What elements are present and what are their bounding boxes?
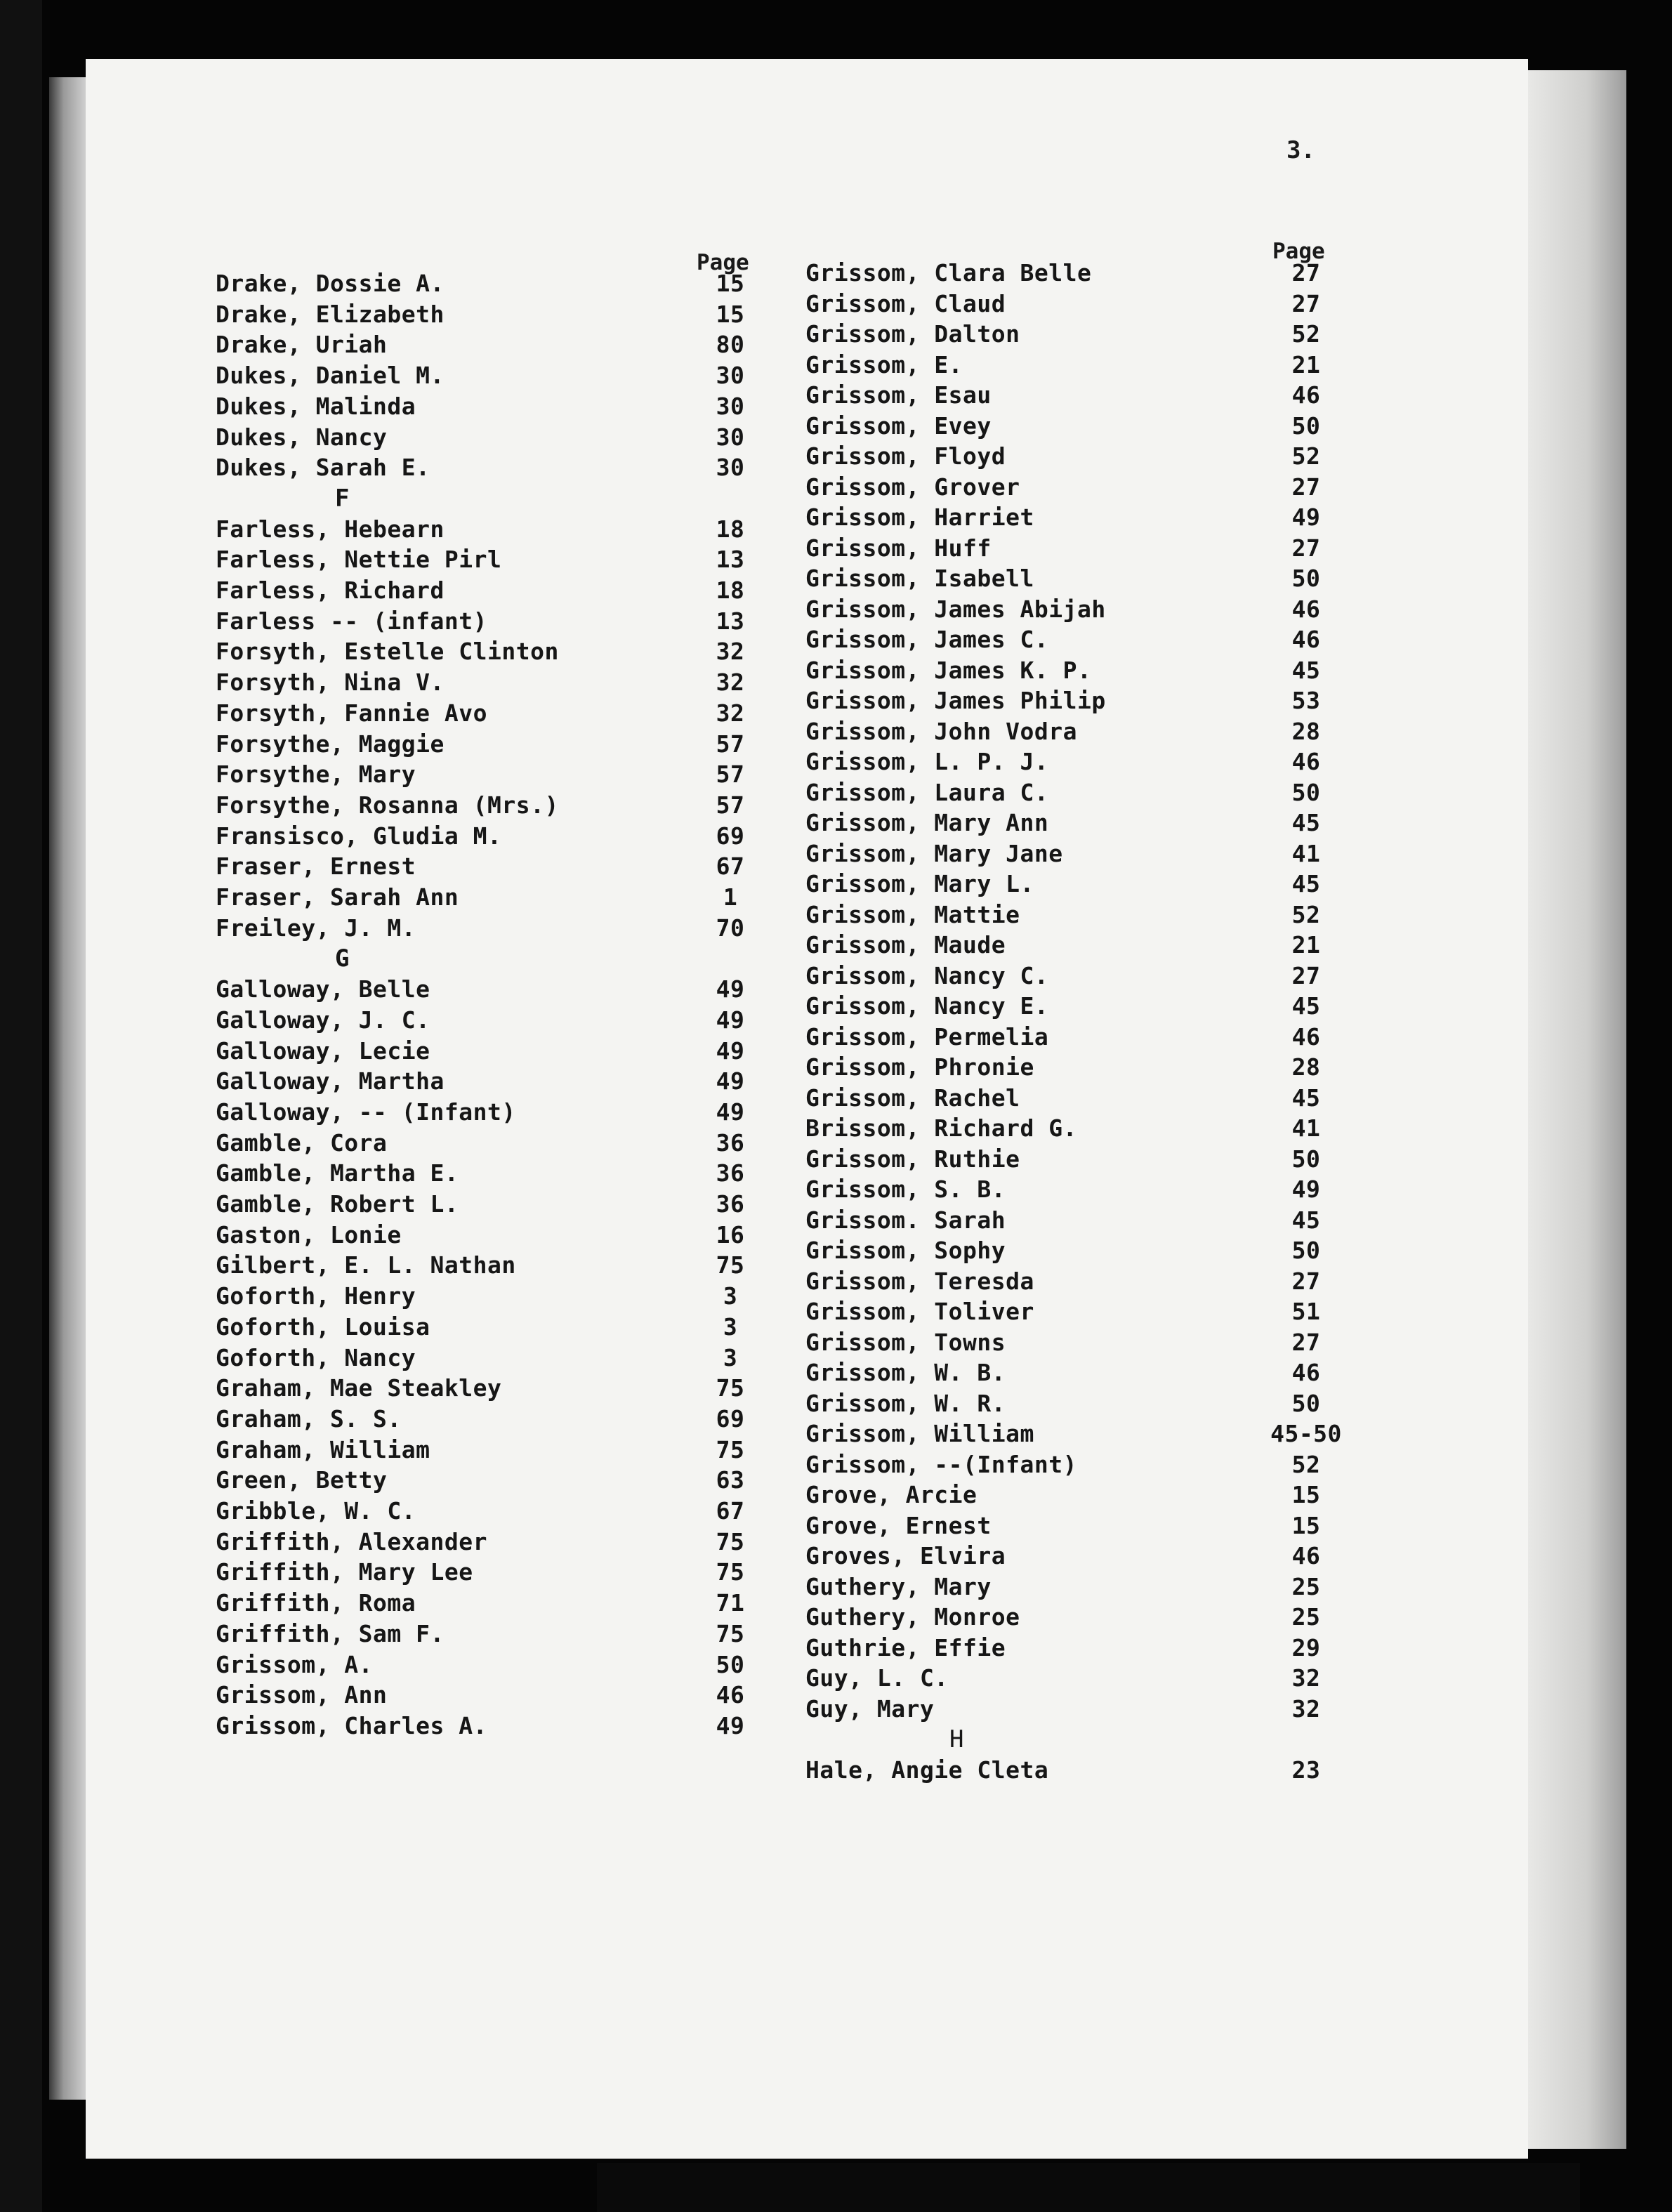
entry-page-number: 69 bbox=[716, 822, 745, 850]
entry-page-number: 57 bbox=[716, 791, 745, 819]
entry-name: Hale, Angie Cleta bbox=[805, 1756, 1049, 1784]
entry-page-number: 13 bbox=[716, 546, 745, 574]
entry-page-number: 27 bbox=[1291, 534, 1321, 562]
entry-name: Guthery, Monroe bbox=[805, 1603, 1020, 1631]
entry-page-number: 46 bbox=[1291, 381, 1321, 409]
entry-page-number: 53 bbox=[1291, 687, 1321, 714]
entry-page-number: 50 bbox=[1291, 1389, 1321, 1417]
entry-page-number: 27 bbox=[1291, 1267, 1321, 1295]
entry-page-number: 46 bbox=[1291, 1359, 1321, 1386]
entry-name: Drake, Dossie A. bbox=[216, 270, 445, 297]
entry-page-number: 52 bbox=[1291, 320, 1321, 348]
entry-page-number: 75 bbox=[716, 1527, 745, 1555]
entry-page-number: 27 bbox=[1291, 289, 1321, 317]
entry-name: Forsyth, Fannie Avo bbox=[216, 699, 487, 727]
entry-name: Guthery, Mary bbox=[805, 1572, 992, 1600]
entry-page-number: 69 bbox=[716, 1404, 745, 1433]
entry-page-number: 45 bbox=[1291, 992, 1321, 1020]
entry-page-number: 46 bbox=[1291, 1022, 1321, 1051]
entry-page-number: 36 bbox=[716, 1190, 745, 1218]
entry-page-number: 70 bbox=[716, 914, 745, 942]
entry-name: Grissom, William bbox=[805, 1420, 1034, 1447]
entry-page-number: 50 bbox=[1291, 1145, 1321, 1173]
entry-name: Grissom, Nancy C. bbox=[805, 961, 1049, 989]
entry-page-number: 15 bbox=[716, 270, 745, 297]
entry-page-number: 15 bbox=[1291, 1511, 1321, 1539]
entry-page-number: 75 bbox=[716, 1619, 745, 1647]
section-letter: H bbox=[949, 1725, 964, 1753]
entry-page-number: 71 bbox=[716, 1589, 745, 1617]
entry-page-number: 49 bbox=[716, 975, 745, 1003]
entry-page-number: 36 bbox=[716, 1159, 745, 1187]
entry-name: Guy, Mary bbox=[805, 1694, 935, 1723]
entry-page-number: 18 bbox=[716, 577, 745, 604]
entry-name: Grissom, Dalton bbox=[805, 320, 1020, 348]
entry-page-number: 67 bbox=[716, 852, 745, 881]
entry-page-number: 51 bbox=[1291, 1298, 1321, 1325]
entry-name: Guthrie, Effie bbox=[805, 1633, 1006, 1661]
entry-page-number: 49 bbox=[1291, 503, 1321, 531]
entry-name: Grissom, Mary Ann bbox=[805, 809, 1049, 836]
entry-page-number: 15 bbox=[1291, 1481, 1321, 1508]
entry-page-number: 30 bbox=[716, 423, 745, 451]
entry-page-number: 50 bbox=[1291, 1237, 1321, 1264]
entry-name: Griffith, Sam F. bbox=[216, 1619, 445, 1647]
entry-name: Graham, William bbox=[216, 1435, 430, 1463]
section-letter: G bbox=[335, 944, 350, 973]
entry-name: Gamble, Cora bbox=[216, 1128, 388, 1157]
entry-page-number: 57 bbox=[716, 761, 745, 789]
entry-name: Grissom, Claud bbox=[805, 289, 1006, 317]
entry-name: Gamble, Robert L. bbox=[216, 1190, 459, 1218]
entry-name: Grissom, Mattie bbox=[805, 900, 1020, 928]
document-page bbox=[86, 59, 1528, 2159]
entry-name: Goforth, Henry bbox=[216, 1282, 416, 1310]
entry-name: Grissom, Mary Jane bbox=[805, 839, 1063, 867]
entry-name: Grissom, W. R. bbox=[805, 1389, 1006, 1417]
entry-name: Dukes, Sarah E. bbox=[216, 454, 430, 482]
entry-name: Galloway, Belle bbox=[216, 975, 430, 1003]
entry-page-number: 50 bbox=[1291, 565, 1321, 592]
entry-page-number: 49 bbox=[716, 1711, 745, 1739]
entry-page-number: 27 bbox=[1291, 259, 1321, 287]
entry-name: Grove, Ernest bbox=[805, 1511, 992, 1539]
entry-name: Grissom, Harriet bbox=[805, 503, 1034, 531]
entry-page-number: 30 bbox=[716, 392, 745, 420]
entry-name: Grissom, Mary L. bbox=[805, 870, 1034, 897]
entry-name: Grissom, Sophy bbox=[805, 1237, 1006, 1264]
entry-name: Farless, Nettie Pirl bbox=[216, 546, 502, 574]
entry-name: Grissom, Phronie bbox=[805, 1053, 1034, 1081]
entry-page-number: 25 bbox=[1291, 1603, 1321, 1631]
entry-name: Grissom, Ruthie bbox=[805, 1145, 1020, 1173]
entry-name: Groves, Elvira bbox=[805, 1542, 1006, 1569]
entry-name: Grove, Arcie bbox=[805, 1481, 977, 1508]
entry-name: Griffith, Roma bbox=[216, 1589, 416, 1617]
entry-page-number: 52 bbox=[1291, 900, 1321, 928]
entry-name: Grissom, Esau bbox=[805, 381, 992, 409]
entry-page-number: 27 bbox=[1291, 1328, 1321, 1356]
entry-name: Grissom, Huff bbox=[805, 534, 992, 562]
entry-name: Grissom, Ann bbox=[216, 1681, 388, 1709]
scan-left-background bbox=[0, 0, 42, 2212]
entry-name: Grissom, Charles A. bbox=[216, 1711, 487, 1739]
entry-name: Forsyth, Estelle Clinton bbox=[216, 638, 559, 666]
entry-page-number: 49 bbox=[716, 1067, 745, 1095]
entry-page-number: 29 bbox=[1291, 1633, 1321, 1661]
entry-name: Grissom, Teresda bbox=[805, 1267, 1034, 1295]
entry-name: Forsythe, Mary bbox=[216, 761, 416, 789]
entry-page-number: 28 bbox=[1291, 1053, 1321, 1081]
entry-name: Grissom, Rachel bbox=[805, 1084, 1020, 1112]
entry-name: Gamble, Martha E. bbox=[216, 1159, 459, 1187]
entry-page-number: 75 bbox=[716, 1435, 745, 1463]
entry-page-number: 52 bbox=[1291, 442, 1321, 470]
entry-name: Goforth, Louisa bbox=[216, 1312, 430, 1341]
entry-name: Grissom, A. bbox=[216, 1650, 374, 1678]
entry-page-number: 75 bbox=[716, 1558, 745, 1586]
entry-name: Gilbert, E. L. Nathan bbox=[216, 1251, 516, 1279]
entry-name: Grissom, James Abijah bbox=[805, 595, 1106, 623]
entry-page-number: 3 bbox=[723, 1343, 738, 1371]
entry-name: Gaston, Lonie bbox=[216, 1220, 402, 1249]
entry-page-number: 49 bbox=[716, 1036, 745, 1065]
entry-page-number: 41 bbox=[1291, 839, 1321, 867]
entry-page-number: 67 bbox=[716, 1497, 745, 1525]
left-page-column-header: Page bbox=[697, 250, 749, 275]
entry-name: Grissom, Permelia bbox=[805, 1022, 1049, 1051]
entry-page-number: 45 bbox=[1291, 870, 1321, 897]
right-page-column-header: Page bbox=[1272, 239, 1325, 264]
entry-page-number: 36 bbox=[716, 1128, 745, 1157]
entry-name: Green, Betty bbox=[216, 1466, 388, 1494]
entry-page-number: 57 bbox=[716, 730, 745, 758]
entry-name: Galloway, Martha bbox=[216, 1067, 445, 1095]
entry-page-number: 52 bbox=[1291, 1450, 1321, 1478]
entry-name: Grissom, Towns bbox=[805, 1328, 1006, 1356]
entry-name: Guy, L. C. bbox=[805, 1664, 949, 1692]
entry-name: Grissom, Laura C. bbox=[805, 778, 1049, 806]
entry-page-number: 45 bbox=[1291, 1084, 1321, 1112]
entry-page-number: 3 bbox=[723, 1282, 738, 1310]
entry-name: Forsythe, Rosanna (Mrs.) bbox=[216, 791, 559, 819]
entry-name: Fraser, Ernest bbox=[216, 852, 416, 881]
entry-name: Farless, Hebearn bbox=[216, 515, 445, 543]
scan-bottom-shadow bbox=[597, 2163, 1580, 2212]
entry-name: Galloway, -- (Infant) bbox=[216, 1098, 516, 1126]
entry-page-number: 13 bbox=[716, 607, 745, 635]
entry-name: Galloway, Lecie bbox=[216, 1036, 430, 1065]
entry-page-number: 30 bbox=[716, 362, 745, 390]
entry-name: Grissom, Toliver bbox=[805, 1298, 1034, 1325]
entry-name: Fransisco, Gludia M. bbox=[216, 822, 502, 850]
entry-page-number: 30 bbox=[716, 454, 745, 482]
entry-name: Grissom, L. P. J. bbox=[805, 748, 1049, 775]
scan-binding-strip bbox=[49, 77, 86, 2100]
entry-name: Grissom, Evey bbox=[805, 412, 992, 440]
entry-name: Gribble, W. C. bbox=[216, 1497, 416, 1525]
entry-name: Grissom, Floyd bbox=[805, 442, 1006, 470]
entry-page-number: 46 bbox=[1291, 595, 1321, 623]
scan-page-edge bbox=[1528, 70, 1626, 2149]
entry-name: Grissom, James K. P. bbox=[805, 656, 1092, 684]
entry-page-number: 32 bbox=[716, 699, 745, 727]
entry-page-number: 46 bbox=[1291, 626, 1321, 653]
entry-name: Grissom, James C. bbox=[805, 626, 1049, 653]
entry-page-number: 3 bbox=[723, 1312, 738, 1341]
entry-name: Griffith, Alexander bbox=[216, 1527, 487, 1555]
entry-name: Farless, Richard bbox=[216, 577, 445, 604]
entry-page-number: 49 bbox=[1291, 1176, 1321, 1203]
entry-name: Grissom. Sarah bbox=[805, 1206, 1006, 1234]
entry-name: Grissom, Clara Belle bbox=[805, 259, 1092, 287]
entry-page-number: 27 bbox=[1291, 473, 1321, 501]
entry-page-number: 32 bbox=[716, 638, 745, 666]
entry-name: Graham, Mae Steakley bbox=[216, 1374, 502, 1402]
entry-page-number: 27 bbox=[1291, 961, 1321, 989]
entry-page-number: 41 bbox=[1291, 1114, 1321, 1142]
entry-page-number: 50 bbox=[1291, 412, 1321, 440]
entry-name: Drake, Uriah bbox=[216, 331, 388, 359]
entry-page-number: 23 bbox=[1291, 1756, 1321, 1784]
entry-page-number: 49 bbox=[716, 1098, 745, 1126]
entry-name: Forsyth, Nina V. bbox=[216, 669, 445, 697]
entry-name: Galloway, J. C. bbox=[216, 1006, 430, 1034]
entry-page-number: 49 bbox=[716, 1006, 745, 1034]
entry-page-number: 45 bbox=[1291, 1206, 1321, 1234]
entry-page-number: 21 bbox=[1291, 350, 1321, 378]
entry-page-number: 46 bbox=[1291, 748, 1321, 775]
page-number: 3. bbox=[1286, 136, 1315, 164]
entry-page-number: 16 bbox=[716, 1220, 745, 1249]
entry-name: Grissom, S. B. bbox=[805, 1176, 1006, 1203]
entry-name: Dukes, Malinda bbox=[216, 392, 416, 420]
entry-name: Grissom, Maude bbox=[805, 931, 1006, 959]
entry-name: Forsythe, Maggie bbox=[216, 730, 445, 758]
entry-page-number: 28 bbox=[1291, 717, 1321, 745]
entry-name: Griffith, Mary Lee bbox=[216, 1558, 473, 1586]
entry-name: Freiley, J. M. bbox=[216, 914, 416, 942]
entry-name: Grissom, John Vodra bbox=[805, 717, 1077, 745]
entry-name: Fraser, Sarah Ann bbox=[216, 883, 459, 911]
entry-page-number: 63 bbox=[716, 1466, 745, 1494]
entry-page-number: 45-50 bbox=[1270, 1420, 1342, 1447]
entry-page-number: 21 bbox=[1291, 931, 1321, 959]
entry-name: Grissom, James Philip bbox=[805, 687, 1106, 714]
entry-page-number: 46 bbox=[1291, 1542, 1321, 1569]
entry-name: Grissom, --(Infant) bbox=[805, 1450, 1077, 1478]
entry-name: Farless -- (infant) bbox=[216, 607, 487, 635]
entry-name: Brissom, Richard G. bbox=[805, 1114, 1077, 1142]
entry-name: Dukes, Daniel M. bbox=[216, 362, 445, 390]
entry-name: Grissom, W. B. bbox=[805, 1359, 1006, 1386]
entry-name: Grissom, Grover bbox=[805, 473, 1020, 501]
entry-page-number: 15 bbox=[716, 300, 745, 328]
entry-page-number: 75 bbox=[716, 1374, 745, 1402]
entry-page-number: 46 bbox=[716, 1681, 745, 1709]
entry-page-number: 50 bbox=[716, 1650, 745, 1678]
entry-page-number: 45 bbox=[1291, 809, 1321, 836]
entry-page-number: 32 bbox=[1291, 1694, 1321, 1723]
entry-page-number: 25 bbox=[1291, 1572, 1321, 1600]
entry-page-number: 75 bbox=[716, 1251, 745, 1279]
entry-name: Grissom, E. bbox=[805, 350, 963, 378]
entry-page-number: 32 bbox=[716, 669, 745, 697]
entry-page-number: 32 bbox=[1291, 1664, 1321, 1692]
entry-name: Graham, S. S. bbox=[216, 1404, 402, 1433]
entry-page-number: 18 bbox=[716, 515, 745, 543]
entry-page-number: 50 bbox=[1291, 778, 1321, 806]
entry-page-number: 80 bbox=[716, 331, 745, 359]
section-letter: F bbox=[335, 484, 350, 513]
entry-name: Grissom, Isabell bbox=[805, 565, 1034, 592]
entry-page-number: 1 bbox=[723, 883, 738, 911]
entry-name: Drake, Elizabeth bbox=[216, 300, 445, 328]
entry-name: Goforth, Nancy bbox=[216, 1343, 416, 1371]
entry-page-number: 45 bbox=[1291, 656, 1321, 684]
entry-name: Dukes, Nancy bbox=[216, 423, 388, 451]
entry-name: Grissom, Nancy E. bbox=[805, 992, 1049, 1020]
